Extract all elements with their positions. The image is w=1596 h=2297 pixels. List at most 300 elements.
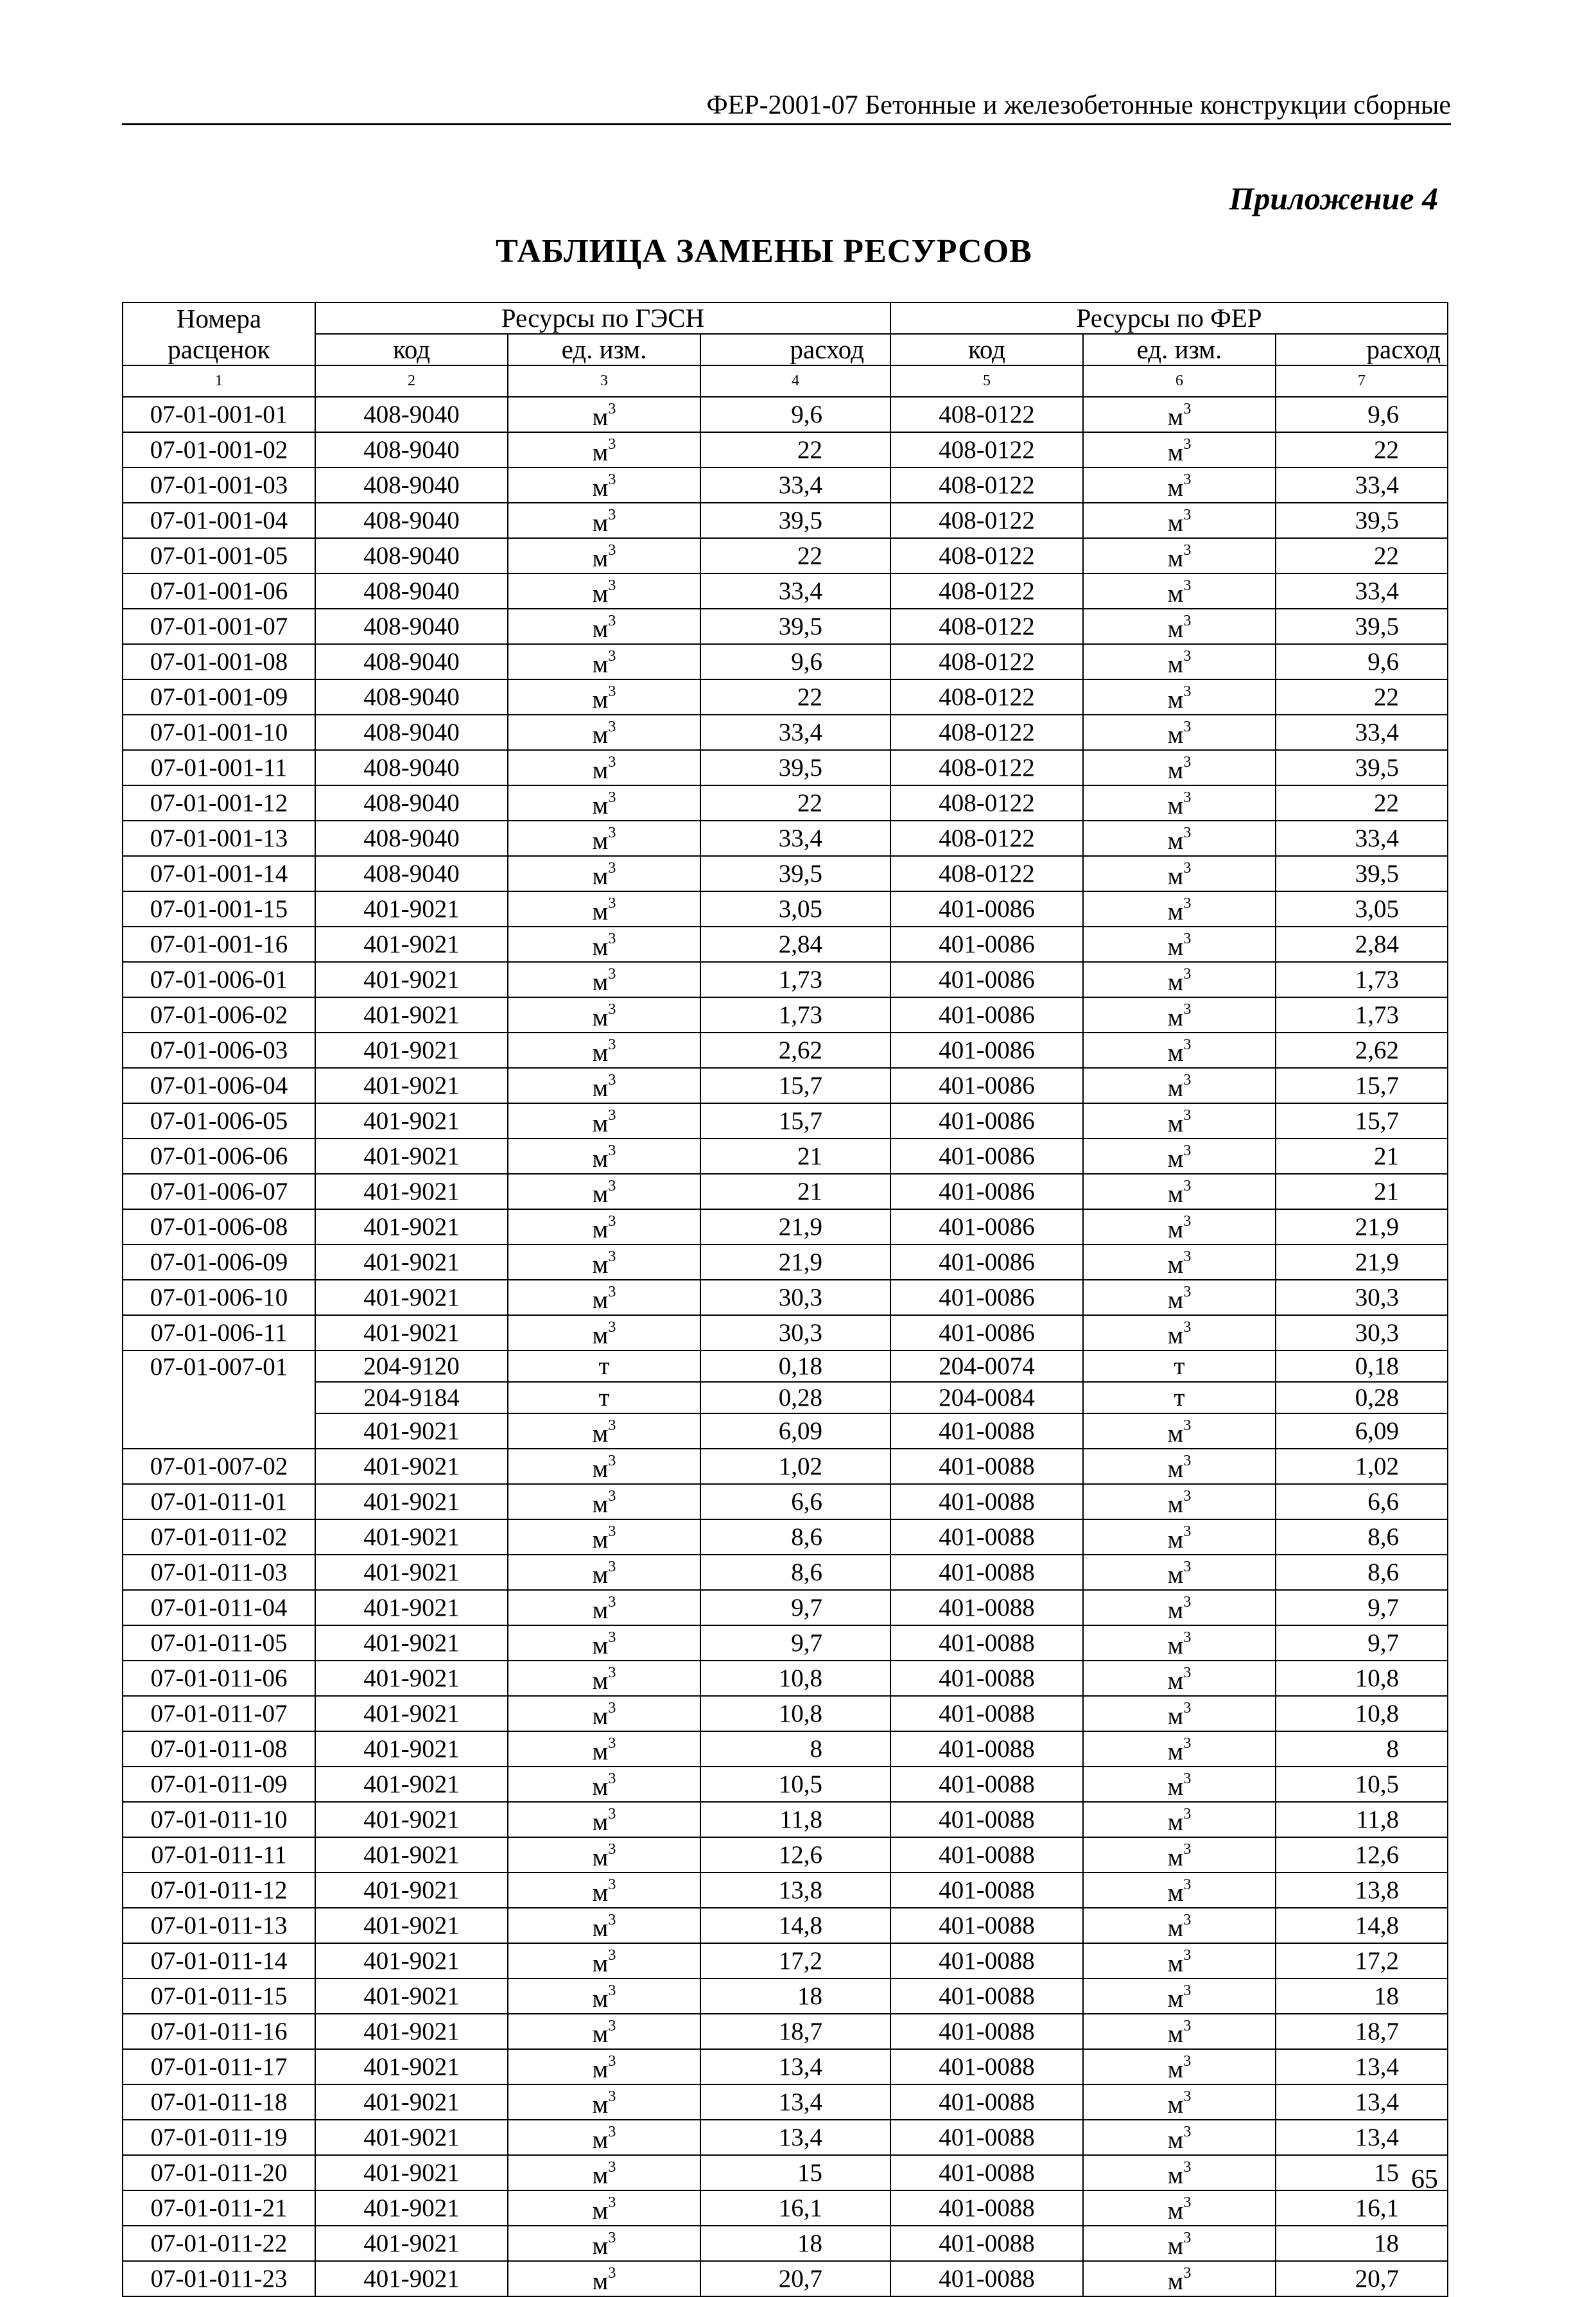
header-gesn-consumption: расход — [700, 334, 890, 365]
unit-text: $м^3$ — [592, 2194, 616, 2224]
gesn-code-cell: 401-9021 — [315, 1519, 508, 1555]
gesn-unit-cell — [508, 2049, 700, 2084]
fer-consumption-cell: 3,05 — [1276, 891, 1448, 927]
header-rates: Номера расценок — [123, 302, 315, 365]
unit-text: $м^3$ — [1167, 2053, 1192, 2083]
rate-number-cell: 07-01-001-05 — [123, 538, 315, 573]
unit-exponent: 3 — [608, 895, 616, 912]
unit-exponent: 3 — [1183, 507, 1192, 523]
table-row — [123, 785, 1448, 821]
gesn-code-cell: 408-9040 — [315, 821, 508, 856]
unit-text: $м^3$ — [592, 2088, 616, 2118]
rate-number-cell: 07-01-011-10 — [123, 1802, 315, 1837]
gesn-code-cell: 401-9021 — [315, 1661, 508, 1696]
unit-text: $м^3$ — [1167, 860, 1192, 890]
gesn-consumption-cell: 10,5 — [700, 1767, 890, 1802]
unit-text: $м^3$ — [1167, 2124, 1192, 2154]
unit-text: $м^3$ — [592, 648, 616, 678]
unit-text: $м^3$ — [1167, 542, 1192, 572]
fer-code-cell: 401-0088 — [890, 2261, 1083, 2296]
table-row — [123, 1033, 1448, 1068]
gesn-unit-cell — [508, 1174, 700, 1209]
table-row — [123, 1837, 1448, 1873]
unit-exponent: 3 — [608, 1319, 616, 1336]
gesn-code-cell: 401-9021 — [315, 1280, 508, 1315]
gesn-consumption-cell: 33,4 — [700, 573, 890, 609]
gesn-unit-cell — [508, 2261, 700, 2296]
table-row — [123, 1555, 1448, 1590]
gesn-unit-cell — [508, 715, 700, 750]
table-row — [123, 1350, 1448, 1382]
fer-code-cell: 408-0122 — [890, 609, 1083, 644]
gesn-code-cell: 401-9021 — [315, 1315, 508, 1350]
gesn-code-cell: 401-9021 — [315, 1943, 508, 1978]
gesn-consumption-cell: 6,6 — [700, 1484, 890, 1519]
table-row — [123, 538, 1448, 573]
unit-text: $м^3$ — [592, 1912, 616, 1942]
gesn-consumption-cell: 39,5 — [700, 856, 890, 891]
gesn-consumption-cell: 22 — [700, 785, 890, 821]
unit-exponent: 3 — [608, 542, 616, 559]
gesn-code-cell: 401-9021 — [315, 1555, 508, 1590]
unit-text: $м^3$ — [592, 1107, 616, 1137]
table-row — [123, 1245, 1448, 1280]
unit-text: $м^3$ — [592, 930, 616, 961]
fer-consumption-cell: 9,7 — [1276, 1625, 1448, 1661]
fer-consumption-cell: 1,73 — [1276, 997, 1448, 1033]
table-row — [123, 609, 1448, 644]
table-row — [123, 679, 1448, 715]
gesn-code-cell: 401-9021 — [315, 1908, 508, 1943]
gesn-consumption-cell: 22 — [700, 679, 890, 715]
gesn-consumption-cell: 17,2 — [700, 1943, 890, 1978]
unit-exponent: 3 — [1183, 1142, 1192, 1159]
unit-text: $м^3$ — [1167, 1072, 1192, 1102]
fer-consumption-cell: 14,8 — [1276, 1908, 1448, 1943]
fer-consumption-cell: 33,4 — [1276, 573, 1448, 609]
fer-unit-cell — [1083, 1413, 1276, 1449]
gesn-unit-cell: т — [508, 1350, 700, 1382]
rate-number-cell: 07-01-011-20 — [123, 2155, 315, 2190]
header-fer-consumption: расход — [1276, 334, 1448, 365]
fer-consumption-cell: 17,2 — [1276, 1943, 1448, 1978]
unit-text: $м^3$ — [592, 507, 616, 537]
fer-consumption-cell: 22 — [1276, 432, 1448, 467]
fer-code-cell: 401-0088 — [890, 1837, 1083, 1873]
fer-code-cell: 401-0088 — [890, 2155, 1083, 2190]
unit-exponent: 3 — [608, 2088, 616, 2105]
unit-text: $м^3$ — [1167, 1700, 1192, 1730]
gesn-consumption-cell: 9,6 — [700, 644, 890, 679]
column-number: 4 — [700, 365, 890, 397]
gesn-unit-cell — [508, 1033, 700, 1068]
fer-code-cell: 401-0088 — [890, 1696, 1083, 1731]
fer-unit-cell — [1083, 2084, 1276, 2120]
unit-text: $м^3$ — [592, 2230, 616, 2260]
unit-text: $м^3$ — [592, 1947, 616, 1977]
unit-text: $м^3$ — [592, 401, 616, 431]
rate-number-cell: 07-01-011-23 — [123, 2261, 315, 2296]
fer-code-cell: 401-0088 — [890, 2084, 1083, 2120]
gesn-consumption-cell: 2,62 — [700, 1033, 890, 1068]
gesn-code-cell: 408-9040 — [315, 856, 508, 891]
unit-exponent: 3 — [608, 2230, 616, 2246]
gesn-consumption-cell: 15,7 — [700, 1068, 890, 1103]
gesn-code-cell: 401-9021 — [315, 1139, 508, 1174]
table-row — [123, 2190, 1448, 2226]
fer-code-cell: 408-0122 — [890, 750, 1083, 785]
gesn-consumption-cell: 0,18 — [700, 1350, 890, 1382]
gesn-consumption-cell: 13,4 — [700, 2120, 890, 2155]
gesn-consumption-cell: 1,02 — [700, 1449, 890, 1484]
unit-exponent: 3 — [1183, 930, 1192, 947]
unit-exponent: 3 — [608, 1178, 616, 1194]
unit-exponent: 3 — [1183, 1248, 1192, 1265]
unit-exponent: 3 — [608, 1559, 616, 1575]
rate-number-cell: 07-01-006-06 — [123, 1139, 315, 1174]
unit-exponent: 3 — [1183, 2053, 1192, 2070]
fer-code-cell: 401-0088 — [890, 1625, 1083, 1661]
unit-exponent: 3 — [1183, 648, 1192, 665]
unit-text: $м^3$ — [1167, 2018, 1192, 2048]
unit-exponent: 3 — [1183, 1072, 1192, 1088]
unit-text: $м^3$ — [1167, 2230, 1192, 2260]
gesn-code-cell: 401-9021 — [315, 891, 508, 927]
gesn-consumption-cell: 13,4 — [700, 2084, 890, 2120]
gesn-unit-cell — [508, 573, 700, 609]
table-row — [123, 1413, 1448, 1449]
table-row — [123, 821, 1448, 856]
table-row — [123, 573, 1448, 609]
gesn-code-cell: 408-9040 — [315, 679, 508, 715]
unit-text: $м^3$ — [1167, 1248, 1192, 1279]
fer-code-cell: 401-0088 — [890, 1767, 1083, 1802]
fer-consumption-cell: 13,4 — [1276, 2120, 1448, 2155]
gesn-code-cell: 401-9021 — [315, 1103, 508, 1139]
unit-text: $м^3$ — [592, 1072, 616, 1102]
unit-text: $м^3$ — [592, 1453, 616, 1483]
unit-text: $м^3$ — [1167, 1523, 1192, 1553]
gesn-code-cell: 204-9120 — [315, 1350, 508, 1382]
header-fer-resources: Ресурсы по ФЕР — [890, 302, 1448, 334]
unit-text: $м^3$ — [1167, 436, 1192, 466]
fer-unit-cell — [1083, 1245, 1276, 1280]
unit-exponent: 3 — [1183, 966, 1192, 983]
fer-consumption-cell: 21 — [1276, 1174, 1448, 1209]
unit-text: $м^3$ — [1167, 577, 1192, 607]
gesn-unit-cell — [508, 1661, 700, 1696]
fer-unit-cell — [1083, 644, 1276, 679]
fer-consumption-cell: 30,3 — [1276, 1280, 1448, 1315]
unit-exponent: 3 — [608, 2053, 616, 2070]
gesn-consumption-cell: 33,4 — [700, 715, 890, 750]
unit-text: $м^3$ — [592, 1248, 616, 1279]
table-row — [123, 1908, 1448, 1943]
rate-number-cell: 07-01-011-16 — [123, 2014, 315, 2049]
unit-text: $м^3$ — [592, 613, 616, 643]
gesn-code-cell: 401-9021 — [315, 1484, 508, 1519]
unit-text: $м^3$ — [1167, 1912, 1192, 1942]
gesn-unit-cell — [508, 1590, 700, 1625]
fer-unit-cell — [1083, 1625, 1276, 1661]
rate-number-cell: 07-01-011-07 — [123, 1696, 315, 1731]
fer-unit-cell — [1083, 750, 1276, 785]
fer-consumption-cell: 13,8 — [1276, 1873, 1448, 1908]
fer-unit-cell — [1083, 2155, 1276, 2190]
unit-exponent: 3 — [608, 860, 616, 877]
fer-unit-cell — [1083, 503, 1276, 538]
gesn-code-cell: 401-9021 — [315, 1245, 508, 1280]
rate-number-cell: 07-01-006-01 — [123, 962, 315, 997]
unit-text: $м^3$ — [1167, 930, 1192, 961]
table-row — [123, 1625, 1448, 1661]
fer-consumption-cell: 20,7 — [1276, 2261, 1448, 2296]
fer-consumption-cell: 9,6 — [1276, 397, 1448, 432]
rate-number-cell: 07-01-001-09 — [123, 679, 315, 715]
fer-code-cell: 401-0088 — [890, 1413, 1083, 1449]
unit-exponent: 3 — [1183, 2194, 1192, 2211]
rate-number-cell: 07-01-001-12 — [123, 785, 315, 821]
resource-replacement-table — [122, 302, 1448, 2297]
unit-text: $м^3$ — [592, 2053, 616, 2083]
unit-exponent: 3 — [608, 613, 616, 629]
fer-unit-cell — [1083, 1174, 1276, 1209]
rate-number-cell: 07-01-001-15 — [123, 891, 315, 927]
fer-consumption-cell: 18 — [1276, 1978, 1448, 2014]
rate-number-cell: 07-01-006-02 — [123, 997, 315, 1033]
fer-code-cell: 401-0088 — [890, 1978, 1083, 2014]
unit-exponent: 3 — [608, 1700, 616, 1716]
unit-exponent: 3 — [1183, 1876, 1192, 1893]
unit-text: $м^3$ — [1167, 2265, 1192, 2295]
fer-consumption-cell: 15,7 — [1276, 1103, 1448, 1139]
unit-exponent: 3 — [1183, 2088, 1192, 2105]
gesn-consumption-cell: 20,7 — [700, 2261, 890, 2296]
unit-text: $м^3$ — [592, 2124, 616, 2154]
rate-number-cell: 07-01-011-18 — [123, 2084, 315, 2120]
rate-number-cell: 07-01-011-17 — [123, 2049, 315, 2084]
table-row — [123, 1767, 1448, 1802]
unit-exponent: 3 — [608, 1488, 616, 1505]
fer-code-cell: 408-0122 — [890, 538, 1083, 573]
fer-unit-cell — [1083, 538, 1276, 573]
unit-text: $м^3$ — [592, 1735, 616, 1765]
gesn-unit-cell — [508, 397, 700, 432]
table-row — [123, 1068, 1448, 1103]
gesn-consumption-cell: 10,8 — [700, 1661, 890, 1696]
unit-exponent: 3 — [608, 1107, 616, 1124]
gesn-unit-cell — [508, 927, 700, 962]
gesn-consumption-cell: 1,73 — [700, 997, 890, 1033]
fer-code-cell: 401-0086 — [890, 1139, 1083, 1174]
gesn-code-cell: 401-9021 — [315, 962, 508, 997]
unit-exponent: 3 — [1183, 1559, 1192, 1575]
unit-text: $м^3$ — [1167, 754, 1192, 784]
fer-consumption-cell: 12,6 — [1276, 1837, 1448, 1873]
gesn-unit-cell — [508, 1978, 700, 2014]
unit-text: $м^3$ — [592, 1213, 616, 1243]
table-row — [123, 2120, 1448, 2155]
gesn-unit-cell — [508, 2120, 700, 2155]
gesn-unit-cell — [508, 1837, 700, 1873]
table-row — [123, 397, 1448, 432]
gesn-consumption-cell: 33,4 — [700, 467, 890, 503]
table-row — [123, 1519, 1448, 1555]
unit-exponent: 3 — [1183, 1664, 1192, 1681]
unit-exponent: 3 — [608, 1213, 616, 1230]
fer-unit-cell — [1083, 2261, 1276, 2296]
gesn-consumption-cell: 21,9 — [700, 1245, 890, 1280]
gesn-code-cell: 401-9021 — [315, 1767, 508, 1802]
gesn-consumption-cell: 1,73 — [700, 962, 890, 997]
unit-text: $м^3$ — [592, 789, 616, 819]
gesn-code-cell: 408-9040 — [315, 715, 508, 750]
table-row — [123, 2049, 1448, 2084]
unit-exponent: 3 — [608, 1841, 616, 1858]
unit-exponent: 3 — [608, 2194, 616, 2211]
unit-exponent: 3 — [608, 754, 616, 771]
unit-exponent: 3 — [1183, 1284, 1192, 1300]
fer-unit-cell — [1083, 609, 1276, 644]
gesn-unit-cell — [508, 1245, 700, 1280]
gesn-code-cell: 401-9021 — [315, 1413, 508, 1449]
unit-exponent: 3 — [608, 577, 616, 594]
unit-text: $м^3$ — [1167, 1417, 1192, 1447]
rate-number-cell: 07-01-011-12 — [123, 1873, 315, 1908]
gesn-consumption-cell: 13,4 — [700, 2049, 890, 2084]
fer-consumption-cell: 10,8 — [1276, 1661, 1448, 1696]
gesn-code-cell: 408-9040 — [315, 644, 508, 679]
fer-unit-cell — [1083, 927, 1276, 962]
fer-code-cell: 401-0086 — [890, 1103, 1083, 1139]
fer-consumption-cell: 39,5 — [1276, 503, 1448, 538]
fer-code-cell: 401-0088 — [890, 1731, 1083, 1767]
unit-exponent: 3 — [1183, 613, 1192, 629]
fer-consumption-cell: 8,6 — [1276, 1555, 1448, 1590]
table-row — [123, 1139, 1448, 1174]
table-row — [123, 2014, 1448, 2049]
fer-code-cell: 401-0088 — [890, 1943, 1083, 1978]
unit-text: $м^3$ — [592, 683, 616, 713]
table-row — [123, 1382, 1448, 1413]
gesn-consumption-cell: 21,9 — [700, 1209, 890, 1245]
rate-number-cell: 07-01-011-15 — [123, 1978, 315, 2014]
unit-text: $м^3$ — [592, 471, 616, 502]
unit-text: $м^3$ — [592, 1001, 616, 1031]
gesn-code-cell: 401-9021 — [315, 1873, 508, 1908]
table-row — [123, 1209, 1448, 1245]
unit-exponent: 3 — [1183, 1453, 1192, 1469]
gesn-consumption-cell: 21 — [700, 1139, 890, 1174]
fer-consumption-cell: 10,5 — [1276, 1767, 1448, 1802]
gesn-code-cell: 401-9021 — [315, 1033, 508, 1068]
table-row — [123, 750, 1448, 785]
fer-unit-cell — [1083, 997, 1276, 1033]
fer-consumption-cell: 15,7 — [1276, 1068, 1448, 1103]
fer-unit-cell — [1083, 1590, 1276, 1625]
table-row — [123, 467, 1448, 503]
unit-text: $м^3$ — [1167, 471, 1192, 502]
table-title: ТАБЛИЦА ЗАМЕНЫ РЕСУРСОВ — [496, 233, 1032, 270]
unit-exponent: 3 — [608, 401, 616, 417]
gesn-consumption-cell: 2,84 — [700, 927, 890, 962]
fer-unit-cell — [1083, 1033, 1276, 1068]
fer-code-cell: 401-0088 — [890, 2190, 1083, 2226]
gesn-unit-cell — [508, 503, 700, 538]
table-row — [123, 1696, 1448, 1731]
unit-exponent: 3 — [1183, 825, 1192, 841]
table-row — [123, 1661, 1448, 1696]
unit-text: $м^3$ — [1167, 1594, 1192, 1624]
rate-number-cell: 07-01-006-03 — [123, 1033, 315, 1068]
fer-code-cell: 401-0088 — [890, 1519, 1083, 1555]
unit-exponent: 3 — [1183, 577, 1192, 594]
gesn-unit-cell — [508, 1484, 700, 1519]
gesn-code-cell: 408-9040 — [315, 750, 508, 785]
rate-number-cell: 07-01-001-06 — [123, 573, 315, 609]
rate-number-cell: 07-01-011-05 — [123, 1625, 315, 1661]
rate-number-cell: 07-01-011-13 — [123, 1908, 315, 1943]
table-row — [123, 2084, 1448, 2120]
gesn-code-cell: 408-9040 — [315, 397, 508, 432]
fer-code-cell: 401-0086 — [890, 962, 1083, 997]
unit-text: $м^3$ — [1167, 401, 1192, 431]
fer-unit-cell — [1083, 1802, 1276, 1837]
fer-unit-cell — [1083, 1519, 1276, 1555]
unit-exponent: 3 — [608, 1523, 616, 1540]
unit-text: $м^3$ — [1167, 1841, 1192, 1871]
fer-code-cell: 401-0086 — [890, 1174, 1083, 1209]
fer-code-cell: 401-0088 — [890, 1484, 1083, 1519]
gesn-consumption-cell: 33,4 — [700, 821, 890, 856]
gesn-unit-cell — [508, 1802, 700, 1837]
fer-code-cell: 401-0086 — [890, 997, 1083, 1033]
unit-exponent: 3 — [1183, 683, 1192, 700]
fer-unit-cell — [1083, 573, 1276, 609]
unit-exponent: 3 — [608, 1001, 616, 1018]
fer-consumption-cell: 39,5 — [1276, 750, 1448, 785]
unit-text: $м^3$ — [1167, 1142, 1192, 1173]
gesn-unit-cell — [508, 1696, 700, 1731]
unit-exponent: 3 — [608, 1770, 616, 1787]
fer-consumption-cell: 18,7 — [1276, 2014, 1448, 2049]
fer-code-cell: 401-0088 — [890, 1802, 1083, 1837]
unit-text: $м^3$ — [592, 1594, 616, 1624]
gesn-unit-cell — [508, 856, 700, 891]
gesn-unit-cell — [508, 2014, 700, 2049]
rate-number-cell: 07-01-001-14 — [123, 856, 315, 891]
unit-exponent: 3 — [1183, 2230, 1192, 2246]
unit-exponent: 3 — [608, 2124, 616, 2140]
unit-exponent: 3 — [608, 930, 616, 947]
unit-exponent: 3 — [1183, 2159, 1192, 2176]
unit-exponent: 3 — [608, 966, 616, 983]
fer-consumption-cell: 6,6 — [1276, 1484, 1448, 1519]
rate-number-cell: 07-01-011-19 — [123, 2120, 315, 2155]
gesn-consumption-cell: 22 — [700, 538, 890, 573]
unit-text: $м^3$ — [1167, 1735, 1192, 1765]
rate-number-cell: 07-01-011-22 — [123, 2226, 315, 2261]
fer-consumption-cell: 10,8 — [1276, 1696, 1448, 1731]
unit-text: $м^3$ — [592, 1178, 616, 1208]
fer-code-cell: 401-0086 — [890, 1068, 1083, 1103]
rate-number-cell: 07-01-011-09 — [123, 1767, 315, 1802]
fer-unit-cell — [1083, 785, 1276, 821]
rate-number-cell: 07-01-007-02 — [123, 1449, 315, 1484]
unit-text: $м^3$ — [1167, 2194, 1192, 2224]
table-row — [123, 1103, 1448, 1139]
gesn-code-cell: 401-9021 — [315, 1209, 508, 1245]
